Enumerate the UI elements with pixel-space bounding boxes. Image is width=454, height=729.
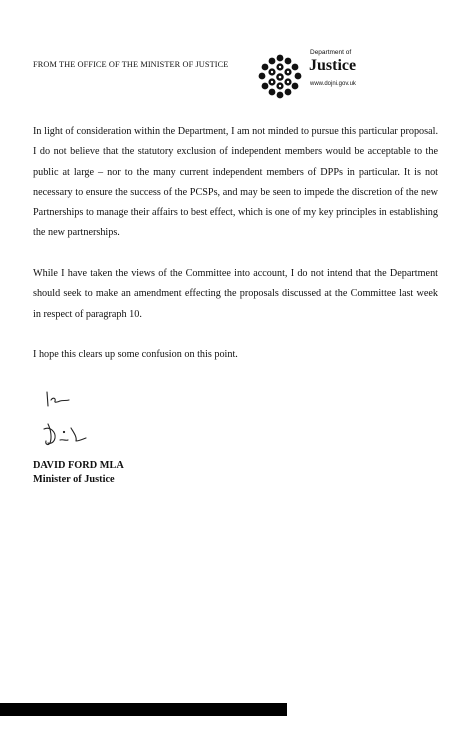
redaction-bar xyxy=(0,703,287,716)
logo-justice-wordmark: Justice xyxy=(309,57,357,74)
body-paragraph: I hope this clears up some confusion on this point. xyxy=(33,349,238,360)
body-paragraph: While I have taken the views of the Committee into account, I do not intend that the Department should seek to make an amendment effecting the proposals discussed at the Committee last week in respect of paragraph 10. xyxy=(33,268,438,320)
signatory-title: Minister of Justice xyxy=(33,474,115,485)
office-line: FROM THE OFFICE OF THE MINISTER OF JUSTICE xyxy=(33,60,229,69)
doj-emblem-icon xyxy=(257,53,303,99)
handwritten-signature xyxy=(38,388,108,450)
body-paragraph: In light of consideration within the Department, I am not minded to pursue this particular proposal. I do not believe that the statutory exclusion of independent members would be acceptable to the public at large – nor to the many current independent members of DPPs in particular. It is not necessary to ensure the success of the PCSPs, and may be seen to impede the discretion of the new Partnerships to manage their affairs to best effect, which is one of my key principles in establishing the new partnerships. xyxy=(33,126,438,239)
logo-department-of: Department of xyxy=(310,49,352,56)
logo-website: www.dojni.gov.uk xyxy=(310,81,356,87)
signatory-name: DAVID FORD MLA xyxy=(33,460,124,471)
